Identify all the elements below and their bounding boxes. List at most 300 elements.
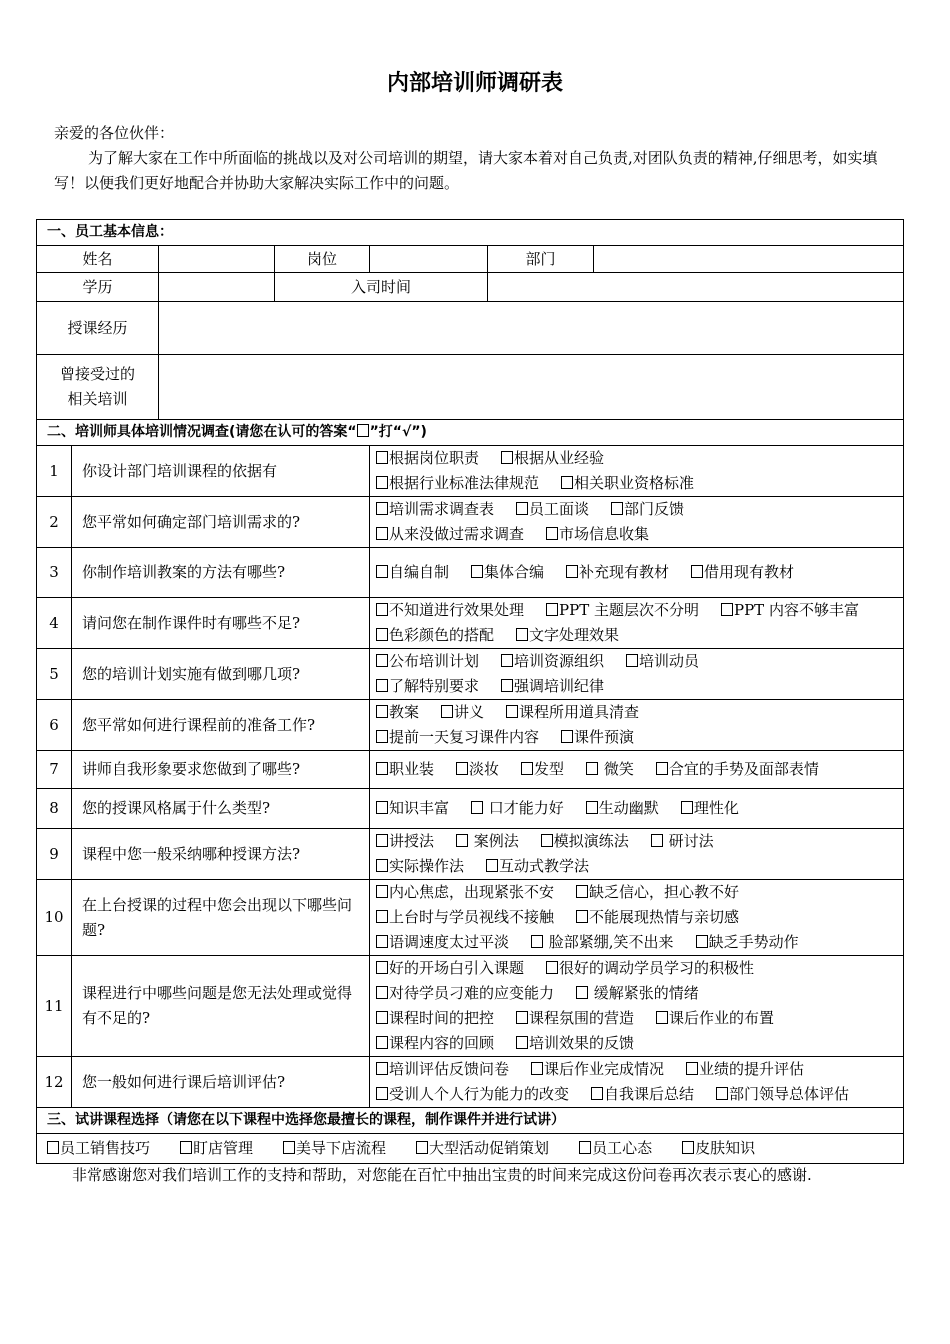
checkbox-icon[interactable] (682, 1141, 694, 1154)
dept-label: 部门 (488, 246, 594, 273)
course-option-label: 皮肤知识 (695, 1139, 756, 1157)
checkbox-icon[interactable] (416, 1141, 428, 1154)
course-option-label: 大型活动促销策划 (429, 1139, 550, 1157)
checkbox-icon (357, 424, 369, 437)
course-option[interactable] (47, 1136, 150, 1161)
checkbox-option[interactable] (376, 757, 434, 782)
question-row (37, 446, 904, 497)
checkbox-icon[interactable] (611, 502, 623, 515)
question-text: 在上台授课的过程中您会出现以下哪些问题? (72, 880, 370, 956)
checkbox-icon[interactable] (376, 603, 388, 616)
checkbox-icon[interactable] (696, 935, 708, 948)
checkbox-label: 课程氛围的营造 (529, 1009, 635, 1027)
checkbox-icon[interactable] (456, 762, 468, 775)
checkbox-option[interactable] (506, 700, 639, 725)
checkbox-option[interactable] (561, 471, 694, 496)
checkbox-option[interactable] (651, 829, 714, 854)
checkbox-label: 色彩颜色的搭配 (389, 626, 495, 644)
checkbox-icon[interactable] (576, 885, 588, 898)
checkbox-icon[interactable] (376, 1036, 388, 1049)
name-label: 姓名 (37, 246, 159, 273)
checkbox-label: PPT 主题层次不分明 (559, 601, 699, 619)
checkbox-icon[interactable] (471, 801, 483, 814)
checkbox-icon[interactable] (376, 935, 388, 948)
checkbox-option[interactable] (376, 854, 464, 879)
checkbox-icon[interactable] (376, 1087, 388, 1100)
checkbox-option[interactable] (376, 796, 449, 821)
checkbox-option[interactable] (546, 522, 649, 547)
checkbox-label: 不能展现热情与亲切感 (589, 908, 740, 926)
checkbox-icon[interactable] (691, 565, 703, 578)
checkbox-option[interactable] (516, 1006, 634, 1031)
question-row (37, 1057, 904, 1108)
option-line (376, 522, 897, 547)
checkbox-label: 知识丰富 (389, 799, 450, 817)
option-line (376, 623, 897, 648)
checkbox-icon[interactable] (376, 502, 388, 515)
checkbox-label: 根据行业标准法律规范 (389, 474, 540, 492)
checkbox-icon[interactable] (716, 1087, 728, 1100)
answer-options (370, 956, 904, 1057)
checkbox-option[interactable] (691, 560, 794, 585)
checkbox-icon[interactable] (546, 961, 558, 974)
answer-options (370, 548, 904, 598)
checkbox-option[interactable] (471, 796, 564, 821)
checkbox-label: 很好的调动学员学习的积极性 (559, 959, 755, 977)
checkbox-label: 淡妆 (469, 760, 500, 778)
checkbox-label: 缺乏信心，担心教不好 (589, 883, 740, 901)
answer-options (370, 446, 904, 497)
checkbox-option[interactable] (561, 725, 634, 750)
checkbox-option[interactable] (376, 1057, 509, 1082)
checkbox-option[interactable] (656, 1006, 774, 1031)
checkbox-label: 微笑 (599, 760, 634, 778)
checkbox-label: 缓解紧张的情绪 (589, 984, 699, 1002)
option-line (376, 1057, 897, 1082)
option-line (376, 649, 897, 674)
checkbox-label: 职业装 (389, 760, 435, 778)
checkbox-label: 从来没做过需求调查 (389, 525, 525, 543)
checkbox-option[interactable] (376, 446, 479, 471)
checkbox-label: 集体合编 (484, 563, 545, 581)
checkbox-option[interactable] (376, 725, 539, 750)
checkbox-icon[interactable] (376, 476, 388, 489)
checkbox-icon[interactable] (501, 451, 513, 464)
checkbox-icon[interactable] (441, 705, 453, 718)
checkbox-icon[interactable] (180, 1141, 192, 1154)
checkbox-icon[interactable] (686, 1062, 698, 1075)
checkbox-label: 受训人个人行为能力的改变 (389, 1085, 570, 1103)
checkbox-icon[interactable] (681, 801, 693, 814)
checkbox-label: 口才能力好 (484, 799, 564, 817)
checkbox-label: 内心焦虑，出现紧张不安 (389, 883, 555, 901)
answer-options (370, 1057, 904, 1108)
checkbox-icon[interactable] (586, 801, 598, 814)
question-text: 您平常如何确定部门培训需求的? (72, 497, 370, 548)
checkbox-label: 互动式教学法 (499, 857, 590, 875)
checkbox-icon[interactable] (579, 1141, 591, 1154)
question-number: 4 (37, 598, 72, 649)
checkbox-icon[interactable] (586, 762, 598, 775)
checkbox-icon[interactable] (516, 502, 528, 515)
checkbox-label: 相关职业资格标准 (574, 474, 695, 492)
checkbox-option[interactable] (626, 649, 699, 674)
dept-field[interactable] (594, 246, 904, 273)
question-row (37, 880, 904, 956)
checkbox-label: 课件预演 (574, 728, 635, 746)
name-field[interactable] (159, 246, 275, 273)
option-line (376, 1006, 897, 1031)
checkbox-icon[interactable] (376, 679, 388, 692)
past-training-label: 曾接受过的 相关培训 (37, 355, 159, 420)
checkbox-label: 课程所用道具清查 (519, 703, 640, 721)
checkbox-icon[interactable] (576, 986, 588, 999)
question-row (37, 956, 904, 1057)
checkbox-label: 课后作业的布置 (669, 1009, 775, 1027)
checkbox-icon[interactable] (516, 628, 528, 641)
checkbox-label: 脸部紧绷,笑不出来 (544, 933, 674, 951)
checkbox-icon[interactable] (283, 1141, 295, 1154)
question-text: 您平常如何进行课程前的准备工作? (72, 700, 370, 751)
checkbox-option[interactable] (471, 560, 544, 585)
answer-options (370, 880, 904, 956)
answer-options (370, 700, 904, 751)
checkbox-icon[interactable] (501, 679, 513, 692)
option-line (376, 700, 897, 725)
checkbox-option[interactable] (516, 1031, 634, 1056)
checkbox-icon[interactable] (506, 705, 518, 718)
checkbox-icon[interactable] (376, 885, 388, 898)
option-line (376, 956, 897, 981)
option-line (376, 674, 897, 699)
question-number: 12 (37, 1057, 72, 1108)
checkbox-option[interactable] (696, 930, 799, 955)
checkbox-option[interactable] (576, 905, 739, 930)
checkbox-option[interactable] (456, 757, 499, 782)
checkbox-option[interactable] (376, 1031, 494, 1056)
option-line (376, 560, 897, 585)
checkbox-label: 讲授法 (389, 832, 435, 850)
checkbox-option[interactable] (721, 598, 859, 623)
checkbox-label: 补充现有教材 (579, 563, 670, 581)
checkbox-icon[interactable] (521, 762, 533, 775)
teaching-experience-label: 授课经历 (37, 302, 159, 355)
checkbox-label: 部门反馈 (624, 500, 685, 518)
checkbox-icon[interactable] (376, 801, 388, 814)
checkbox-icon[interactable] (656, 1011, 668, 1024)
checkbox-option[interactable] (541, 829, 629, 854)
section-2-header: 二、培训师具体培训情况调查(请您在认可的答案“ ”打“√”) (37, 420, 904, 446)
checkbox-label: 自我课后总结 (604, 1085, 695, 1103)
course-option[interactable] (416, 1136, 549, 1161)
answer-options (370, 649, 904, 700)
checkbox-option[interactable] (586, 796, 659, 821)
question-number: 11 (37, 956, 72, 1057)
checkbox-option[interactable] (376, 956, 524, 981)
checkbox-icon[interactable] (576, 910, 588, 923)
checkbox-label: 业绩的提升评估 (699, 1060, 805, 1078)
option-line (376, 497, 897, 522)
closing-text: 非常感谢您对我们培训工作的支持和帮助，对您能在百忙中抽出宝贵的时间来完成这份问卷再次表示衷心的感谢. (72, 1166, 812, 1184)
option-line (376, 471, 897, 496)
checkbox-option[interactable] (376, 981, 554, 1006)
checkbox-icon[interactable] (376, 1011, 388, 1024)
checkbox-icon[interactable] (626, 654, 638, 667)
question-number: 2 (37, 497, 72, 548)
checkbox-option[interactable] (376, 930, 509, 955)
checkbox-option[interactable] (376, 623, 494, 648)
checkbox-label: 案例法 (469, 832, 519, 850)
checkbox-option[interactable] (586, 757, 634, 782)
checkbox-icon[interactable] (561, 730, 573, 743)
education-label: 学历 (37, 273, 159, 302)
question-text: 课程中您一般采纳哪种授课方法? (72, 829, 370, 880)
checkbox-icon[interactable] (376, 910, 388, 923)
checkbox-icon[interactable] (456, 834, 468, 847)
question-text: 您一般如何进行课后培训评估? (72, 1057, 370, 1108)
checkbox-label: 提前一天复习课件内容 (389, 728, 540, 746)
checkbox-label: 培训资源组织 (514, 652, 605, 670)
checkbox-option[interactable] (376, 560, 449, 585)
checkbox-icon[interactable] (471, 565, 483, 578)
checkbox-option[interactable] (376, 522, 524, 547)
checkbox-option[interactable] (376, 1082, 569, 1107)
question-text: 课程进行中哪些问题是您无法处理或觉得有不足的? (72, 956, 370, 1057)
answer-options (370, 789, 904, 829)
course-option[interactable] (682, 1136, 755, 1161)
course-options (37, 1134, 904, 1164)
checkbox-option[interactable] (681, 796, 739, 821)
checkbox-label: 好的开场白引入课题 (389, 959, 525, 977)
option-line (376, 1082, 897, 1107)
checkbox-icon[interactable] (47, 1141, 59, 1154)
checkbox-icon[interactable] (656, 762, 668, 775)
question-row (37, 598, 904, 649)
question-text: 你制作培训教案的方法有哪些? (72, 548, 370, 598)
question-row (37, 789, 904, 829)
checkbox-label: 培训评估反馈问卷 (389, 1060, 510, 1078)
checkbox-icon[interactable] (591, 1087, 603, 1100)
checkbox-label: 课后作业完成情况 (544, 1060, 665, 1078)
past-training-field[interactable] (159, 355, 904, 420)
checkbox-option[interactable] (376, 649, 479, 674)
checkbox-option[interactable] (501, 446, 604, 471)
course-option-label: 盯店管理 (193, 1139, 254, 1157)
checkbox-label: 对待学员刁难的应变能力 (389, 984, 555, 1002)
checkbox-icon[interactable] (376, 986, 388, 999)
checkbox-label: PPT 内容不够丰富 (733, 601, 859, 619)
option-line (376, 598, 897, 623)
checkbox-icon[interactable] (541, 834, 553, 847)
question-number: 8 (37, 789, 72, 829)
option-line (376, 854, 897, 879)
question-number: 7 (37, 751, 72, 789)
checkbox-option[interactable] (376, 1006, 494, 1031)
question-text: 讲师自我形象要求您做到了哪些? (72, 751, 370, 789)
checkbox-label: 培训需求调查表 (389, 500, 495, 518)
checkbox-label: 上台时与学员视线不接触 (389, 908, 555, 926)
question-row (37, 700, 904, 751)
checkbox-icon[interactable] (546, 603, 558, 616)
checkbox-icon[interactable] (531, 935, 543, 948)
checkbox-icon[interactable] (561, 476, 573, 489)
checkbox-icon[interactable] (516, 1011, 528, 1024)
checkbox-option[interactable] (516, 623, 619, 648)
checkbox-label: 课程内容的回顾 (389, 1034, 495, 1052)
checkbox-option[interactable] (501, 674, 604, 699)
section-1-header: 一、员工基本信息： (37, 220, 904, 246)
survey-table (36, 219, 904, 1164)
checkbox-icon[interactable] (486, 859, 498, 872)
checkbox-icon[interactable] (376, 859, 388, 872)
checkbox-icon[interactable] (376, 1062, 388, 1075)
checkbox-option[interactable] (376, 829, 434, 854)
checkbox-icon[interactable] (376, 705, 388, 718)
checkbox-option[interactable] (376, 905, 554, 930)
question-row (37, 649, 904, 700)
checkbox-label: 培训效果的反馈 (529, 1034, 635, 1052)
checkbox-label: 发型 (534, 760, 565, 778)
join-date-label: 入司时间 (275, 273, 488, 302)
checkbox-option[interactable] (686, 1057, 804, 1082)
checkbox-icon[interactable] (376, 527, 388, 540)
checkbox-icon[interactable] (376, 961, 388, 974)
position-field[interactable] (370, 246, 488, 273)
checkbox-label: 自编自制 (389, 563, 450, 581)
checkbox-option[interactable] (546, 956, 754, 981)
position-label: 岗位 (275, 246, 370, 273)
option-line (376, 725, 897, 750)
checkbox-option[interactable] (456, 829, 519, 854)
checkbox-option[interactable] (376, 471, 539, 496)
checkbox-icon[interactable] (531, 1062, 543, 1075)
option-line (376, 757, 897, 782)
page-title: 内部培训师调研表 (386, 71, 563, 96)
checkbox-label: 不知道进行效果处理 (389, 601, 525, 619)
checkbox-label: 合宜的手势及面部表情 (668, 760, 819, 778)
section-3-header: 三、试讲课程选择（请您在以下课程中选择您最擅长的课程，制作课件并进行试讲） (37, 1108, 904, 1134)
checkbox-icon[interactable] (651, 834, 663, 847)
checkbox-icon[interactable] (721, 603, 733, 616)
checkbox-icon[interactable] (376, 565, 388, 578)
intro-paragraph: 为了解大家在工作中所面临的挑战以及对公司培训的期望，请大家本着对自己负责,对团队负责的精神,仔细思考，如实填写！以便我们更好地配合并协助大家解决实际工作中的问题。 (54, 149, 878, 192)
answer-options (370, 497, 904, 548)
question-number: 5 (37, 649, 72, 700)
checkbox-label: 讲义 (454, 703, 485, 721)
checkbox-option[interactable] (376, 598, 524, 623)
course-option-label: 美导下店流程 (296, 1139, 387, 1157)
checkbox-icon[interactable] (516, 1036, 528, 1049)
course-option[interactable] (579, 1136, 652, 1161)
teaching-experience-field[interactable] (159, 302, 904, 355)
question-row (37, 829, 904, 880)
checkbox-option[interactable] (716, 1082, 849, 1107)
checkbox-label: 语调速度太过平淡 (389, 933, 510, 951)
answer-options (370, 829, 904, 880)
checkbox-option[interactable] (376, 700, 419, 725)
checkbox-icon[interactable] (376, 834, 388, 847)
checkbox-option[interactable] (376, 497, 494, 522)
checkbox-option[interactable] (611, 497, 684, 522)
question-text: 您的授课风格属于什么类型? (72, 789, 370, 829)
join-date-field[interactable] (488, 273, 904, 302)
checkbox-option[interactable] (441, 700, 484, 725)
question-number: 6 (37, 700, 72, 751)
checkbox-label: 部门领导总体评估 (729, 1085, 850, 1103)
answer-options (370, 598, 904, 649)
checkbox-label: 市场信息收集 (559, 525, 650, 543)
checkbox-label: 了解特别要求 (389, 677, 480, 695)
checkbox-option[interactable] (531, 930, 674, 955)
course-option[interactable] (180, 1136, 253, 1161)
checkbox-option[interactable] (656, 757, 819, 782)
checkbox-icon[interactable] (376, 730, 388, 743)
checkbox-option[interactable] (591, 1082, 694, 1107)
checkbox-label: 课程时间的把控 (389, 1009, 495, 1027)
course-option[interactable] (283, 1136, 386, 1161)
checkbox-label: 根据从业经验 (514, 449, 605, 467)
checkbox-label: 实际操作法 (389, 857, 465, 875)
question-text: 您的培训计划实施有做到哪几项? (72, 649, 370, 700)
question-row (37, 751, 904, 789)
question-number: 9 (37, 829, 72, 880)
education-field[interactable] (159, 273, 275, 302)
checkbox-icon[interactable] (376, 762, 388, 775)
question-text: 你设计部门培训课程的依据有 (72, 446, 370, 497)
checkbox-option[interactable] (576, 880, 739, 905)
checkbox-option[interactable] (486, 854, 589, 879)
option-line (376, 981, 897, 1006)
question-row (37, 497, 904, 548)
checkbox-label: 培训动员 (639, 652, 700, 670)
checkbox-option[interactable] (376, 880, 554, 905)
checkbox-label: 文字处理效果 (529, 626, 620, 644)
checkbox-option[interactable] (516, 497, 589, 522)
checkbox-icon[interactable] (566, 565, 578, 578)
checkbox-option[interactable] (376, 674, 479, 699)
checkbox-option[interactable] (501, 649, 604, 674)
question-number: 1 (37, 446, 72, 497)
checkbox-label: 理性化 (693, 799, 739, 817)
course-option-label: 员工销售技巧 (60, 1139, 151, 1157)
checkbox-icon[interactable] (376, 628, 388, 641)
checkbox-icon[interactable] (376, 451, 388, 464)
course-option-label: 员工心态 (592, 1139, 653, 1157)
checkbox-icon[interactable] (501, 654, 513, 667)
question-row (37, 548, 904, 598)
checkbox-label: 研讨法 (663, 832, 714, 850)
checkbox-icon[interactable] (546, 527, 558, 540)
question-number: 10 (37, 880, 72, 956)
checkbox-label: 借用现有教材 (704, 563, 795, 581)
checkbox-icon[interactable] (376, 654, 388, 667)
checkbox-label: 强调培训纪律 (514, 677, 605, 695)
question-number: 3 (37, 548, 72, 598)
checkbox-option[interactable] (566, 560, 669, 585)
option-line (376, 1031, 897, 1056)
checkbox-option[interactable] (576, 981, 699, 1006)
option-line (376, 829, 897, 854)
checkbox-option[interactable] (521, 757, 564, 782)
option-line (376, 905, 897, 930)
question-text: 请问您在制作课件时有哪些不足? (72, 598, 370, 649)
checkbox-option[interactable] (546, 598, 699, 623)
checkbox-label: 员工面谈 (529, 500, 590, 518)
checkbox-option[interactable] (531, 1057, 664, 1082)
checkbox-label: 生动幽默 (598, 799, 659, 817)
greeting: 亲爱的各位伙伴： (54, 124, 175, 142)
checkbox-label: 教案 (389, 703, 420, 721)
